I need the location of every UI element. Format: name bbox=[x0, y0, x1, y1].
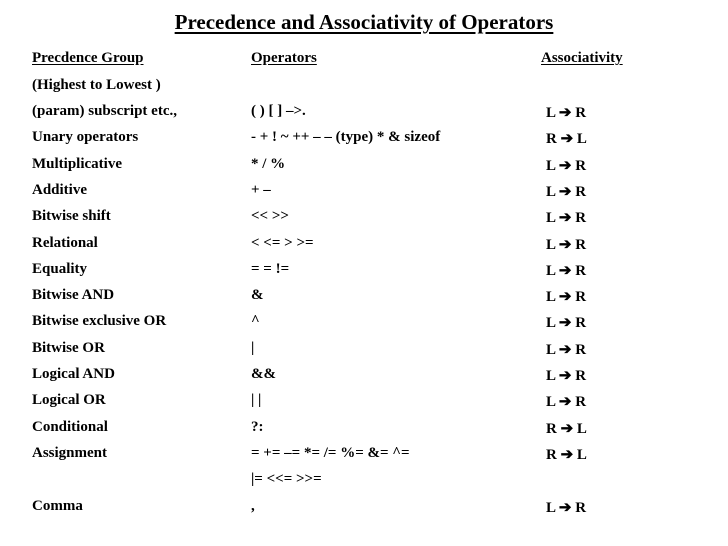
operators-cell: - + ! ~ ++ – – (type) * & sizeof bbox=[251, 129, 441, 146]
precedence-group-cell: Conditional bbox=[32, 418, 108, 435]
table-row bbox=[0, 261, 728, 287]
associativity-cell: R ➔ L bbox=[546, 446, 587, 463]
precedence-group-cell: Logical AND bbox=[32, 366, 115, 382]
associativity-cell: L ➔ R bbox=[546, 315, 587, 332]
precedence-group-cell: Comma bbox=[32, 497, 83, 514]
subheader-order: (Highest to Lowest ) bbox=[32, 77, 161, 93]
table-row bbox=[0, 366, 728, 392]
table-row bbox=[0, 235, 728, 261]
table-row bbox=[0, 287, 728, 313]
operators-cell: ( ) [ ] –>. bbox=[251, 103, 306, 119]
table-row bbox=[0, 471, 728, 497]
table-row bbox=[0, 392, 728, 418]
associativity-cell: R ➔ L bbox=[546, 420, 587, 437]
operators-cell: < <= > >= bbox=[251, 234, 314, 251]
table-row bbox=[0, 208, 728, 234]
header-operators: Operators bbox=[251, 50, 317, 66]
associativity-cell: L ➔ R bbox=[546, 236, 587, 253]
precedence-group-cell: Bitwise exclusive OR bbox=[32, 313, 167, 330]
associativity-cell: L ➔ R bbox=[546, 157, 587, 174]
table-row bbox=[0, 313, 728, 339]
table-row bbox=[0, 340, 728, 366]
operators-cell: , bbox=[251, 497, 255, 514]
precedence-group-cell: Multiplicative bbox=[32, 155, 122, 172]
table-row bbox=[0, 498, 728, 524]
operators-cell: | | bbox=[251, 392, 262, 409]
precedence-group-cell: Bitwise shift bbox=[32, 208, 111, 225]
associativity-cell: L ➔ R bbox=[546, 341, 587, 358]
associativity-cell: L ➔ R bbox=[546, 289, 587, 306]
associativity-cell: L ➔ R bbox=[546, 210, 587, 227]
header-associativity: Associativity bbox=[541, 50, 623, 66]
associativity-cell: L ➔ R bbox=[546, 262, 587, 279]
associativity-cell: L ➔ R bbox=[546, 499, 587, 516]
operators-cell: | bbox=[251, 339, 255, 356]
operators-cell: + – bbox=[251, 181, 271, 198]
associativity-cell: L ➔ R bbox=[546, 183, 587, 200]
operators-cell: = += –= *= /= %= &= ^= bbox=[251, 444, 410, 461]
operators-cell: & bbox=[251, 287, 264, 304]
precedence-group-cell: Equality bbox=[32, 260, 88, 277]
precedence-group-cell: Additive bbox=[32, 181, 88, 198]
operators-cell: = = != bbox=[251, 260, 290, 277]
precedence-group-cell: Assignment bbox=[32, 444, 108, 461]
table-row bbox=[0, 129, 728, 155]
precedence-group-cell: Bitwise OR bbox=[32, 339, 105, 356]
precedence-group-cell: Unary operators bbox=[32, 129, 139, 146]
precedence-group-cell: Bitwise AND bbox=[32, 287, 115, 304]
page-title: Precedence and Associativity of Operators bbox=[174, 10, 554, 34]
operators-cell: |= <<= >>= bbox=[251, 471, 322, 488]
operators-cell: ?: bbox=[251, 418, 264, 435]
precedence-group-cell: (param) subscript etc., bbox=[32, 103, 177, 119]
operators-cell: << >> bbox=[251, 208, 289, 225]
table-row bbox=[0, 103, 728, 129]
associativity-cell: L ➔ R bbox=[546, 394, 587, 411]
precedence-group-cell: Logical OR bbox=[32, 392, 106, 409]
operators-cell: ^ bbox=[251, 313, 260, 330]
associativity-cell: L ➔ R bbox=[546, 105, 587, 121]
table-row bbox=[0, 156, 728, 182]
operators-cell: * / % bbox=[251, 155, 286, 172]
table-row bbox=[0, 182, 728, 208]
associativity-cell: L ➔ R bbox=[546, 368, 587, 384]
table-row bbox=[0, 445, 728, 471]
table-row bbox=[0, 419, 728, 445]
operators-cell: && bbox=[251, 366, 276, 382]
associativity-cell: R ➔ L bbox=[546, 131, 587, 148]
precedence-group-cell: Relational bbox=[32, 234, 98, 251]
header-precedence-group: Precdence Group bbox=[32, 50, 144, 66]
